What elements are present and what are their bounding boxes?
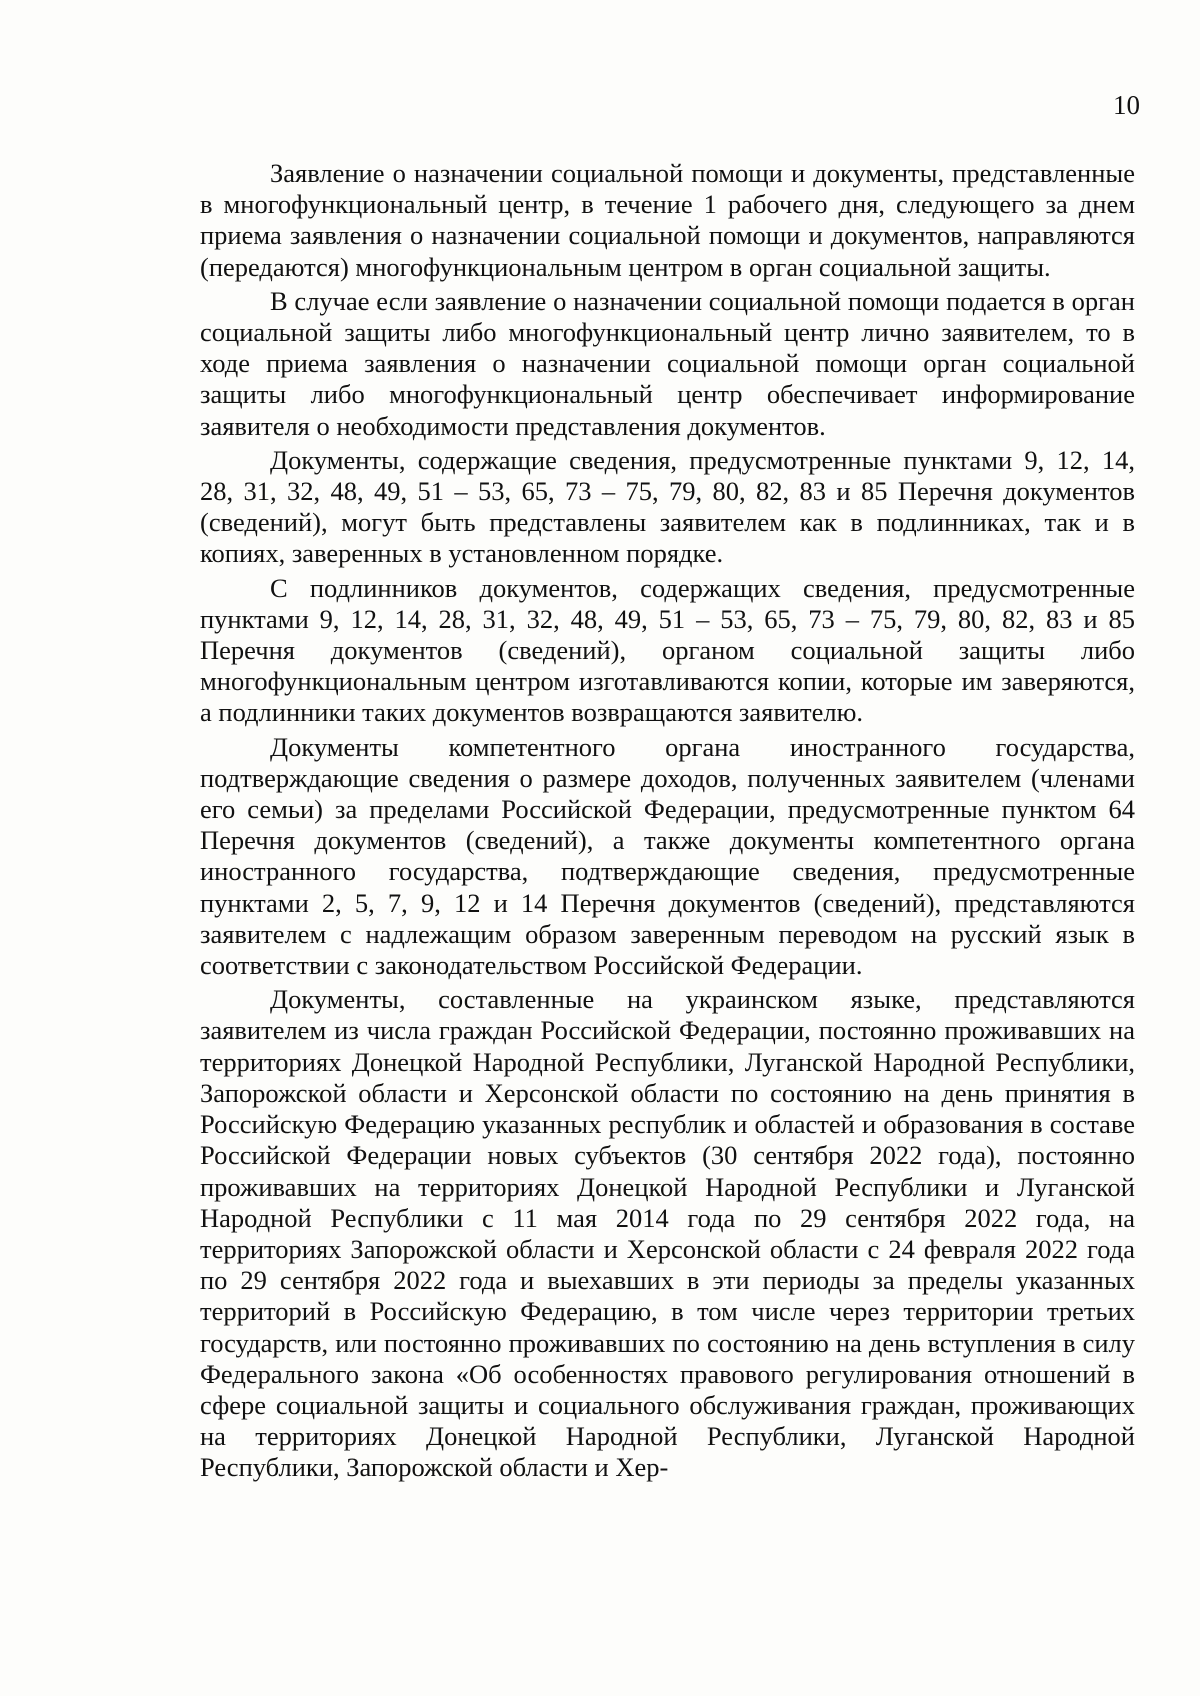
paragraph-6: Документы, составленные на украинском языке, представляются заявителем из числа граждан Российской Федерации, постоянно проживавших на территориях Донецкой Народной Республики, Луганской Народной Республики, Запорожской области и Херсонской области по состоянию на день принятия в Российскую Федерацию указанных республик и областей и образования в составе Российской Федерации новых субъектов (30 сентября 2022 года), постоянно проживавших на территориях Донецкой Народной Республики и Луганской Народной Республики с 11 мая 2014 года по 29 сентября 2022 года, на территориях Запорожской области и Херсонской области с 24 февраля 2022 года по 29 сентября 2022 года и выехавших в эти периоды за пределы указанных территорий в Российскую Федерацию, в том числе через территории третьих государств, или постоянно проживавших по состоянию на день вступления в силу Федерального закона «Об особенностях правового регулирования отношений в сфере социальной защиты и социального обслуживания граждан, проживающих на территориях Донецкой Народной Республики, Луганской Народной Республики, Запорожской области и Хер- — [200, 984, 1135, 1483]
paragraph-5: Документы компетентного органа иностранного государства, подтверждающие сведения о размере доходов, полученных заявителем (членами его семьи) за пределами Российской Федерации, предусмотренные пунктом 64 Перечня документов (сведений), а также документы компетентного органа иностранного государства, подтверждающие сведения, предусмотренные пунктами 2, 5, 7, 9, 12 и 14 Перечня документов (сведений), представляются заявителем с надлежащим образом заверенным переводом на русский язык в соответствии с законодательством Российской Федерации. — [200, 731, 1135, 981]
paragraph-2: В случае если заявление о назначении социальной помощи подается в орган социальной защиты либо многофункциональный центр лично заявителем, то в ходе приема заявления о назначении социальной помощи орган социальной защиты либо многофункциональный центр обеспечивает информирование заявителя о необходимости представления документов. — [200, 285, 1135, 441]
page-number: 10 — [1113, 90, 1140, 120]
paragraph-3: Документы, содержащие сведения, предусмотренные пунктами 9, 12, 14, 28, 31, 32, 48, 49, 51 – 53, 65, 73 – 75, 79, 80, 82, 83 и 85 Перечня документов (сведений), могут быть представлены заявителем как в подлинниках, так и в копиях, заверенных в установленном порядке. — [200, 444, 1135, 569]
paragraph-4: С подлинников документов, содержащих сведения, предусмотренные пунктами 9, 12, 14, 28, 31, 32, 48, 49, 51 – 53, 65, 73 – 75, 79, 80, 82, 83 и 85 Перечня документов (сведений), органом социальной защиты либо многофункциональным центром изготавливаются копии, которые им заверяются, а подлинники таких документов возвращаются заявителю. — [200, 572, 1135, 728]
document-body — [200, 158, 1135, 1487]
paragraph-1: Заявление о назначении социальной помощи и документы, представленные в многофункциональный центр, в течение 1 рабочего дня, следующего за днем приема заявления о назначении социальной помощи и документов, направляются (передаются) многофункциональным центром в орган социальной защиты. — [200, 158, 1135, 282]
